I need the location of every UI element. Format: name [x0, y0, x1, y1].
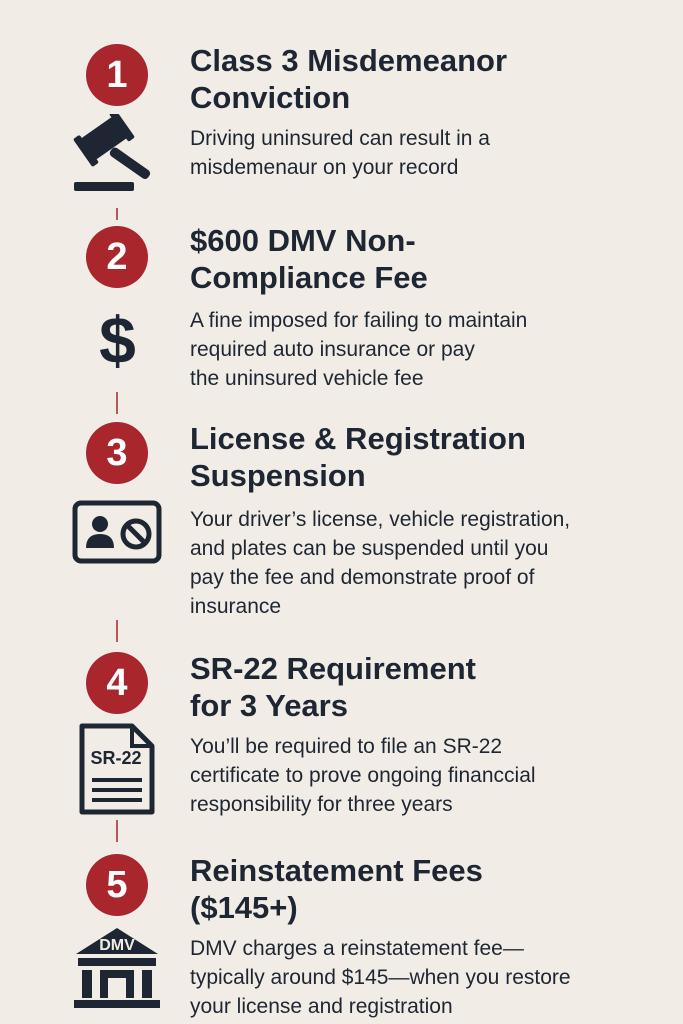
- connector-line: [116, 208, 118, 220]
- step-description: [190, 505, 660, 621]
- connector-line: [116, 820, 118, 842]
- step-description-line: Driving uninsured can result in a: [190, 127, 490, 150]
- connector-line: [116, 620, 118, 642]
- sr22-document-icon: [78, 722, 156, 816]
- step-title: [190, 852, 660, 926]
- step-number-badge: 4: [86, 652, 148, 714]
- step-title-line: for 3 Years: [190, 688, 348, 723]
- step-description-line: certificate to prove ongoing financcial: [190, 764, 536, 787]
- step-description-line: Your driver’s license, vehicle registration,: [190, 508, 571, 531]
- step-description-line: required auto insurance or pay: [190, 338, 475, 361]
- step-title-line: Class 3 Misdemeanor: [190, 43, 508, 78]
- step-title-line: Reinstatement Fees: [190, 853, 483, 888]
- step-number-badge: 1: [86, 44, 148, 106]
- step-description-line: your license and registration: [190, 995, 453, 1018]
- step-title: [190, 650, 660, 724]
- step-title-line: ($145+): [190, 890, 298, 925]
- suspended-license-icon: [72, 500, 162, 564]
- step-description: [190, 934, 660, 1021]
- step-description-line: A fine imposed for failing to maintain: [190, 309, 528, 332]
- step-description-line: DMV charges a reinstatement fee—: [190, 937, 524, 960]
- step-title: [190, 420, 660, 494]
- step-description-line: the uninsured vehicle fee: [190, 367, 424, 390]
- step-title-line: Suspension: [190, 458, 366, 493]
- step-title-line: Conviction: [190, 80, 351, 115]
- step-description-line: insurance: [190, 595, 282, 618]
- step-description: [190, 124, 660, 182]
- step-description-line: responsibility for three years: [190, 793, 453, 816]
- step-description-line: typically around $145—when you restore: [190, 966, 571, 989]
- step-description: [190, 306, 660, 393]
- step-title-line: $600 DMV Non-: [190, 223, 416, 258]
- step-description-line: pay the fee and demonstrate proof of: [190, 566, 535, 589]
- step-description-line: misdemenaur on your record: [190, 156, 459, 179]
- dollar-icon: $: [99, 303, 136, 377]
- dmv-label: DMV: [99, 937, 135, 954]
- step-number-badge: 2: [86, 226, 148, 288]
- step-title-line: SR-22 Requirement: [190, 651, 476, 686]
- gavel-icon: [70, 114, 166, 194]
- step-number-badge: 5: [86, 854, 148, 916]
- step-title: [190, 222, 660, 296]
- step-description-line: You’ll be required to file an SR-22: [190, 735, 503, 758]
- connector-line: [116, 392, 118, 414]
- step-title-line: Compliance Fee: [190, 260, 428, 295]
- step-number-badge: 3: [86, 422, 148, 484]
- step-title: [190, 42, 660, 116]
- step-description-line: and plates can be suspended until you: [190, 537, 549, 560]
- step-title-line: License & Registration: [190, 421, 526, 456]
- sr22-label: SR-22: [90, 748, 142, 768]
- step-description: [190, 732, 660, 819]
- dmv-building-icon: [70, 924, 164, 1010]
